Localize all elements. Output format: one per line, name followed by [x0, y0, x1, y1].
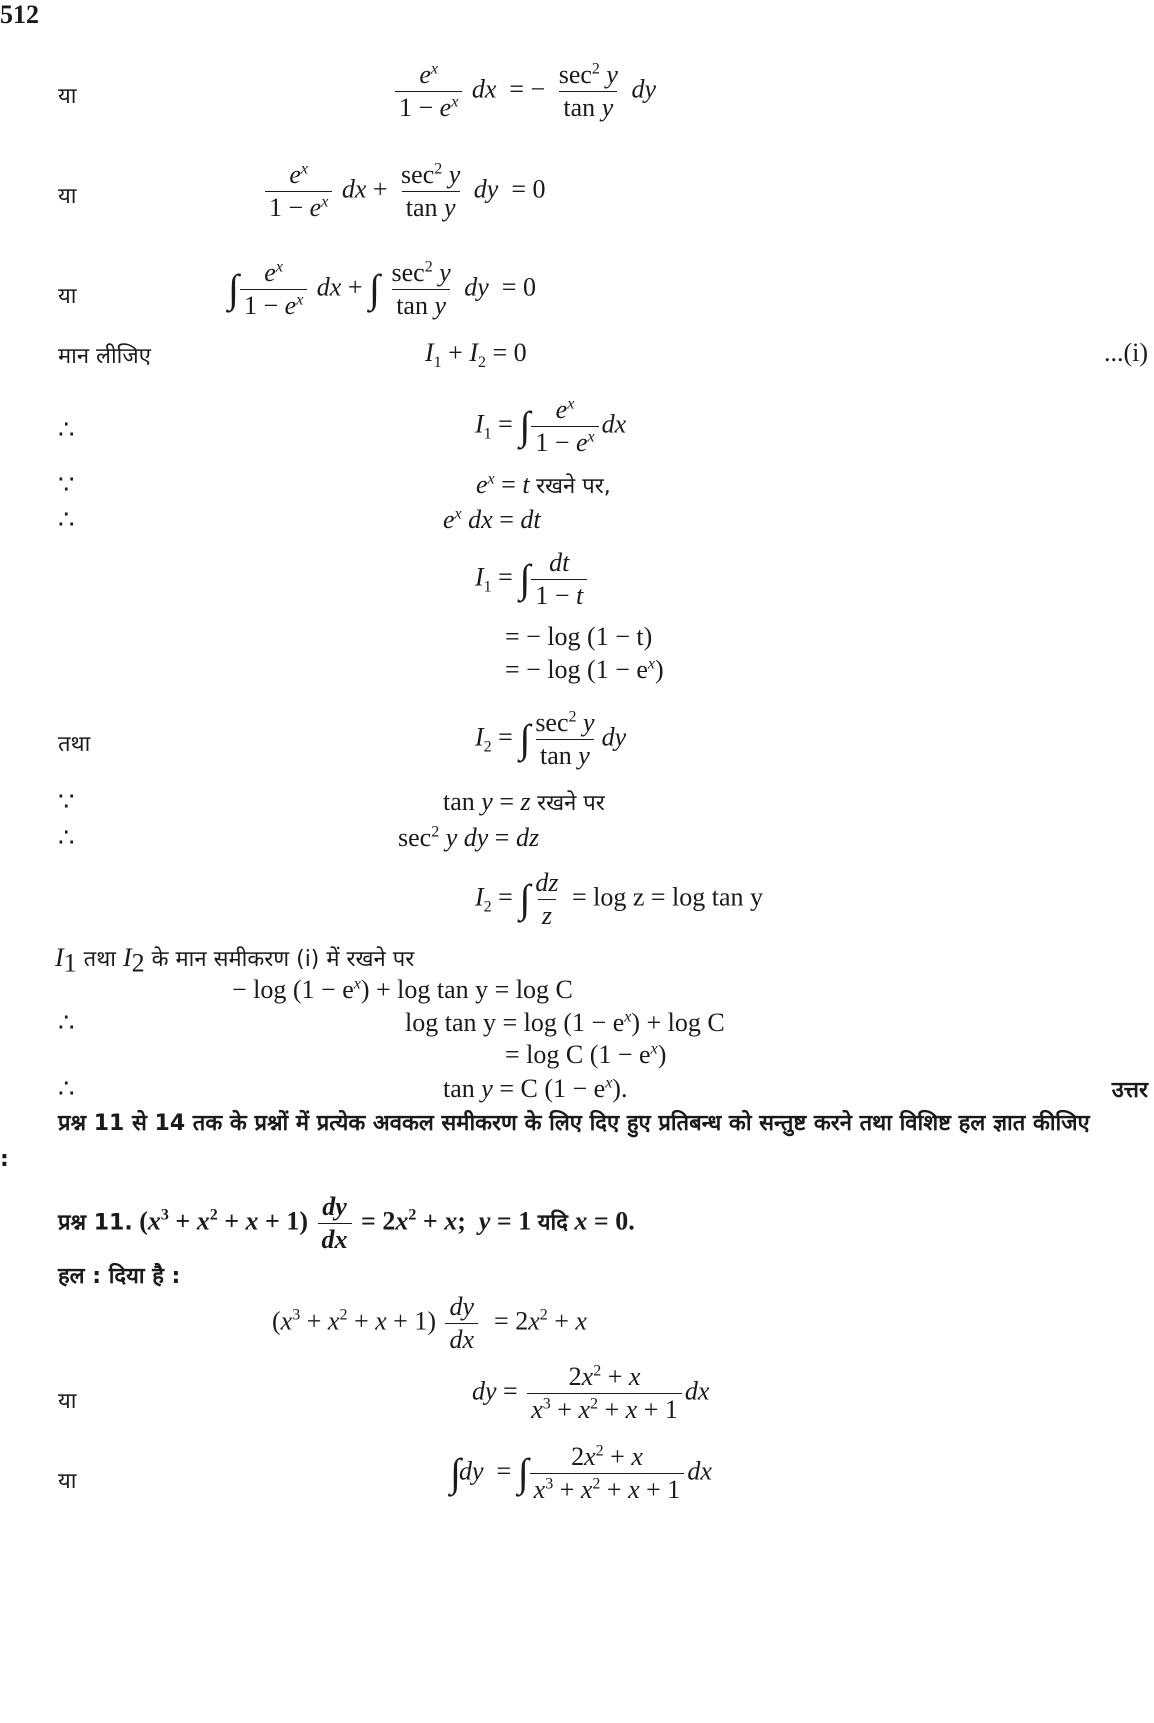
final-step-4: tan y = C $(1 - e^x)$.: [443, 1074, 628, 1103]
equation-step-7: $e^x$ dx = dt: [443, 505, 541, 534]
equation-step-11: $I_2$ = ∫ $\frac{\sec^2 y}{\text{tan y}}$ dy: [475, 708, 627, 770]
fraction: $\frac{\sec^2 y}{\text{tan y}}$: [558, 60, 618, 122]
final-step-1: − $\log (1 - e^x) + \log \tan y = \log C$: [232, 975, 573, 1004]
therefore-symbol: ∴: [58, 1008, 75, 1037]
equation-step-1: $\frac{e^x}{1 - e^x}$ dx = − $\frac{\sec^2 y}{\text{tan y}}$ dy: [392, 60, 656, 123]
solution-step-2: dy = $\frac{2x^2 + x}{x^3 + x^2 + x + 1}$ dx: [472, 1362, 710, 1424]
step-label-or: या: [58, 184, 77, 209]
equation-step-12: tan y = z रखने पर: [443, 787, 605, 816]
equation-step-2: $\frac{e^x}{1 - e^x}$ dx + $\frac{\sec^2 y}{\text{tan y}}$ dy = 0: [262, 160, 546, 223]
instruction-paragraph: प्रश्न 11 से 14 तक के प्रश्नों में प्रत्येक अवकल समीकरण के लिए दिए हुए प्रतिबन्ध को सन्तुष्ट करने तथा विशिष्ट हल ज्ञात कीजिए :: [0, 1111, 1090, 1172]
final-step-2: $\log \tan y = \log (1 - e^x) + \log C$: [405, 1008, 725, 1037]
integral-sign: ∫: [228, 266, 239, 312]
answer-tag: उत्तर: [1111, 1078, 1148, 1103]
equation-step-10: = − $\log (1 - e^x)$: [505, 655, 664, 684]
fraction: $\frac{e^x}{1 - e^x}$: [395, 60, 462, 123]
step-label-or: या: [58, 1469, 77, 1494]
because-symbol: ∵: [58, 787, 75, 816]
step-label-or: या: [58, 284, 77, 309]
step-label-let: मान लीजिए: [58, 344, 151, 369]
step-label-or: या: [58, 1389, 77, 1414]
integral-sign: ∫: [369, 266, 380, 312]
equation-reference: ...(i): [1103, 338, 1148, 367]
therefore-symbol: ∴: [58, 505, 75, 534]
therefore-symbol: ∴: [58, 415, 75, 444]
substitute-statement: $I_1$ तथा $I_2$ के मान समीकरण (i) में रखने पर: [55, 943, 415, 978]
solution-step-3: ∫dy = ∫ $\frac{2x^2 + x}{x^3 + x^2 + x + 1}$ dx: [450, 1442, 712, 1504]
equation-step-4: $I_1 + I_2 = 0$: [425, 338, 527, 372]
solution-step-1: $(x^3 + x^2 + x + 1)$ $\frac{dy}{dx}$ = $2x^2 + x$: [272, 1292, 587, 1354]
equation-step-13: $\sec^2 y$ dy = dz: [398, 823, 540, 852]
therefore-symbol: ∴: [58, 1074, 75, 1103]
equation-step-9: = − log (1 − t): [505, 622, 653, 651]
step-label-or: या: [58, 84, 77, 109]
solution-heading: हल : दिया है :: [58, 1264, 181, 1289]
page-number: 512: [0, 0, 39, 29]
because-symbol: ∵: [58, 470, 75, 499]
equation-step-5: $I_1$ = ∫ $\frac{e^x}{1 - e^x}$ dx: [475, 395, 627, 457]
therefore-symbol: ∴: [58, 823, 75, 852]
step-label-and: तथा: [58, 732, 91, 757]
equation-step-6: $e^x = t$ रखने पर,: [476, 470, 611, 499]
equation-step-3: ∫ $\frac{e^x}{1 - e^x}$ dx + ∫ $\frac{\sec^2 y}{\text{tan y}}$ dy = 0: [228, 258, 536, 320]
equation-step-8: $I_1$ = ∫ $\frac{dt}{1 - t}$: [475, 548, 590, 611]
final-step-3: = log C $(1 - e^x)$: [505, 1040, 667, 1069]
equation-step-14: $I_2$ = ∫ $\frac{dz}{z}$ = log z = log tan y: [475, 868, 764, 930]
question-11: प्रश्न 11. $(x^3 + x^2 + x + 1)$ $\frac{dy}{dx}$ = $2x^2 + x$; y = 1 यदि x = 0.: [58, 1192, 635, 1254]
